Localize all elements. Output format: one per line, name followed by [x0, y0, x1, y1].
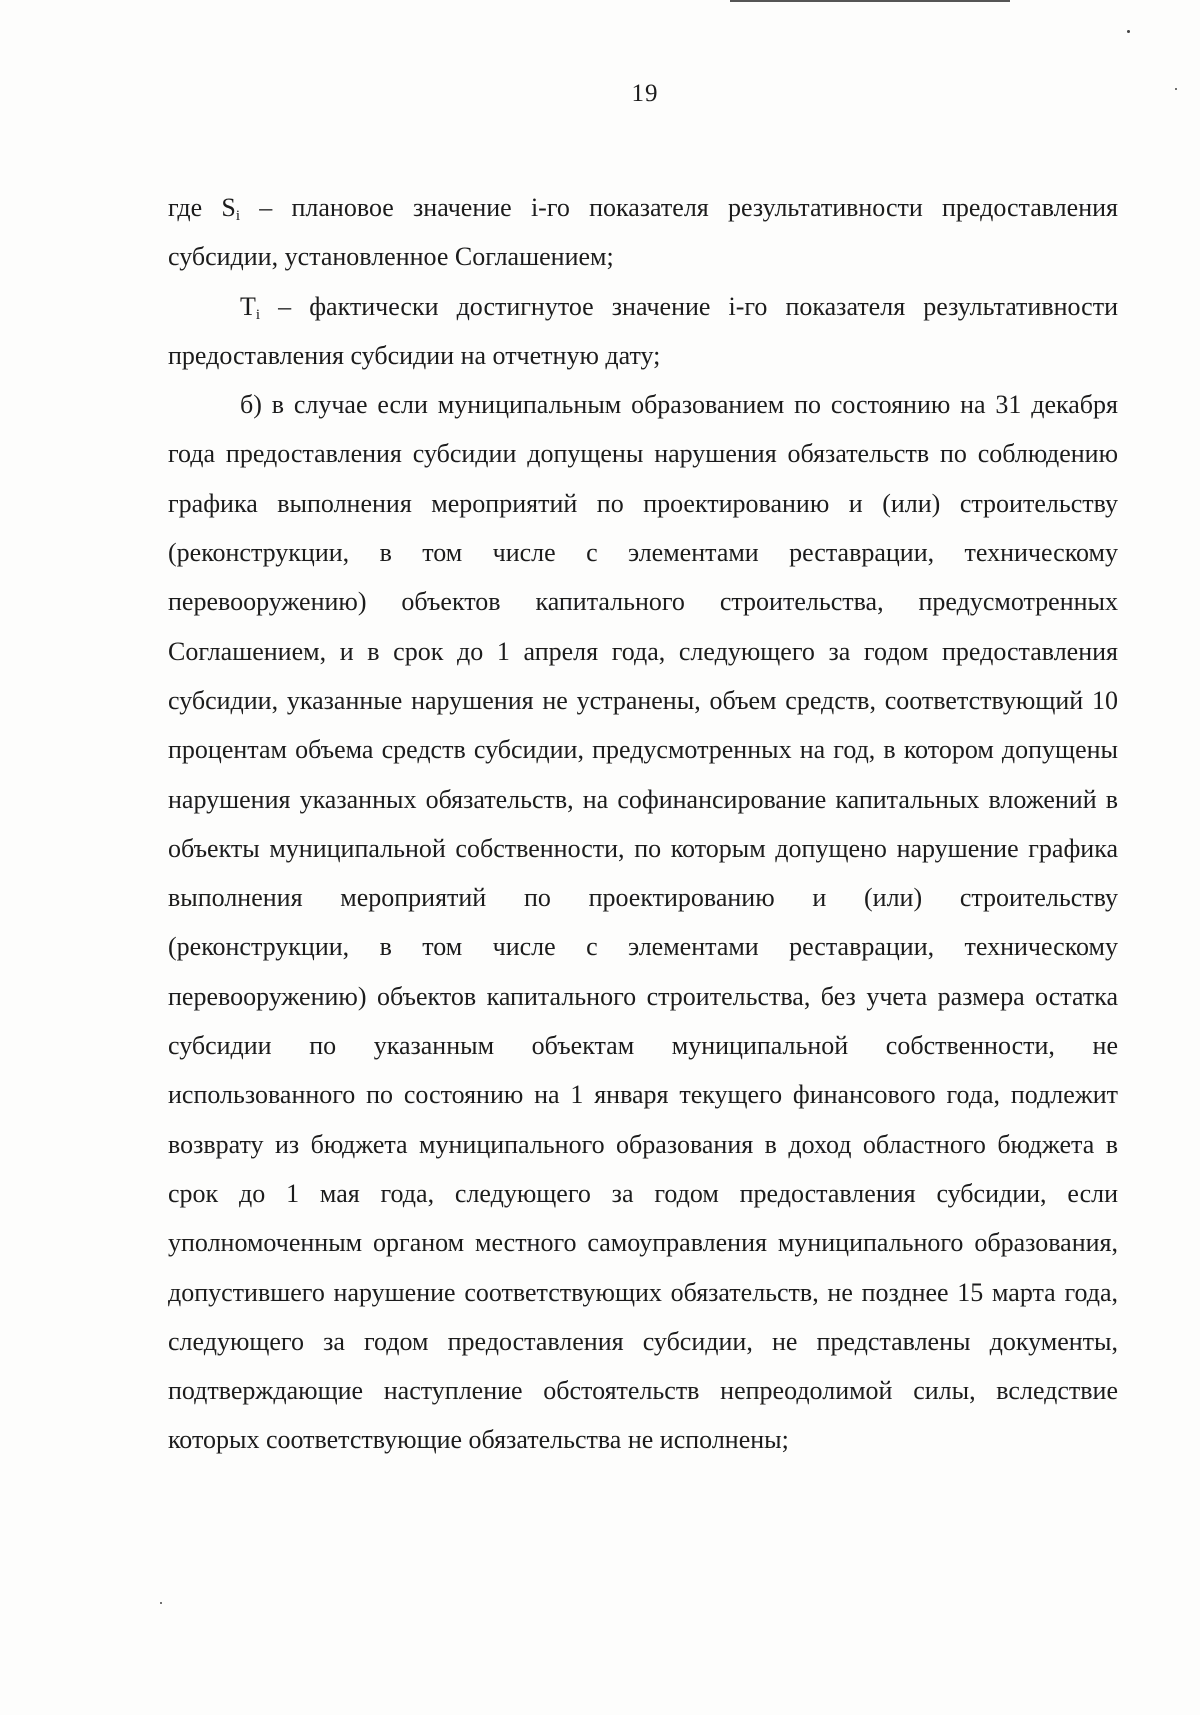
scan-speck — [1127, 30, 1130, 33]
paragraph-ti-definition — [168, 282, 1118, 381]
page-number: 19 — [631, 80, 659, 107]
scan-speck — [160, 1602, 162, 1604]
si-lead: где S — [168, 193, 236, 222]
scan-edge-line — [730, 0, 1010, 2]
si-subscript: i — [235, 208, 241, 224]
ti-rest: – фактически достигнутое значение i-го показателя результативности предоставления субсидии на отчетную дату; — [168, 291, 1118, 370]
paragraph-b-clause: б) в случае если муниципальным образованием по состоянию на 31 декабря года предоставления субсидии допущены нарушения обязательств по соблюдению графика выполнения мероприятий по проектированию и (или) строительству (реконструкции, в том числе с элементами реставрации, техническому перевооружению) объектов капитального строительства, предусмотренных Соглашением, и в срок до 1 апреля года, следующего за годом предоставления субсидии, указанные нарушения не устранены, объем средств, соответствующий 10 процентам объема средств субсидии, предусмотренных на год, в котором допущены нарушения указанных обязательств, на софинансирование капитальных вложений в объекты муниципальной собственности, по которым допущено нарушение графика выполнения мероприятий по проектированию и (или) строительству (реконструкции, в том числе с элементами реставрации, техническому перевооружению) объектов капитального строительства, без учета размера остатка субсидии по указанным объектам муниципальной собственности, не использованного по состоянию на 1 января текущего финансового года, подлежит возврату из бюджета муниципального образования в доход областного бюджета в срок до 1 мая года, следующего за годом предоставления субсидии, если уполномоченным органом местного самоуправления муниципального образования, допустившего нарушение соответствующих обязательств, не позднее 15 марта года, следующего за годом предоставления субсидии, не представлены документы, подтверждающие наступление обстоятельств непреодолимой силы, вследствие которых соответствующие обязательства не исполнены; — [168, 390, 1118, 1455]
ti-subscript: i — [255, 306, 261, 323]
paragraph-si-definition — [168, 183, 1118, 282]
document-body — [168, 183, 1118, 1465]
si-rest: – плановое значение i-го показателя результативности предоставления субсидии, установленное Соглашением; — [168, 193, 1118, 272]
ti-lead: T — [240, 291, 256, 321]
